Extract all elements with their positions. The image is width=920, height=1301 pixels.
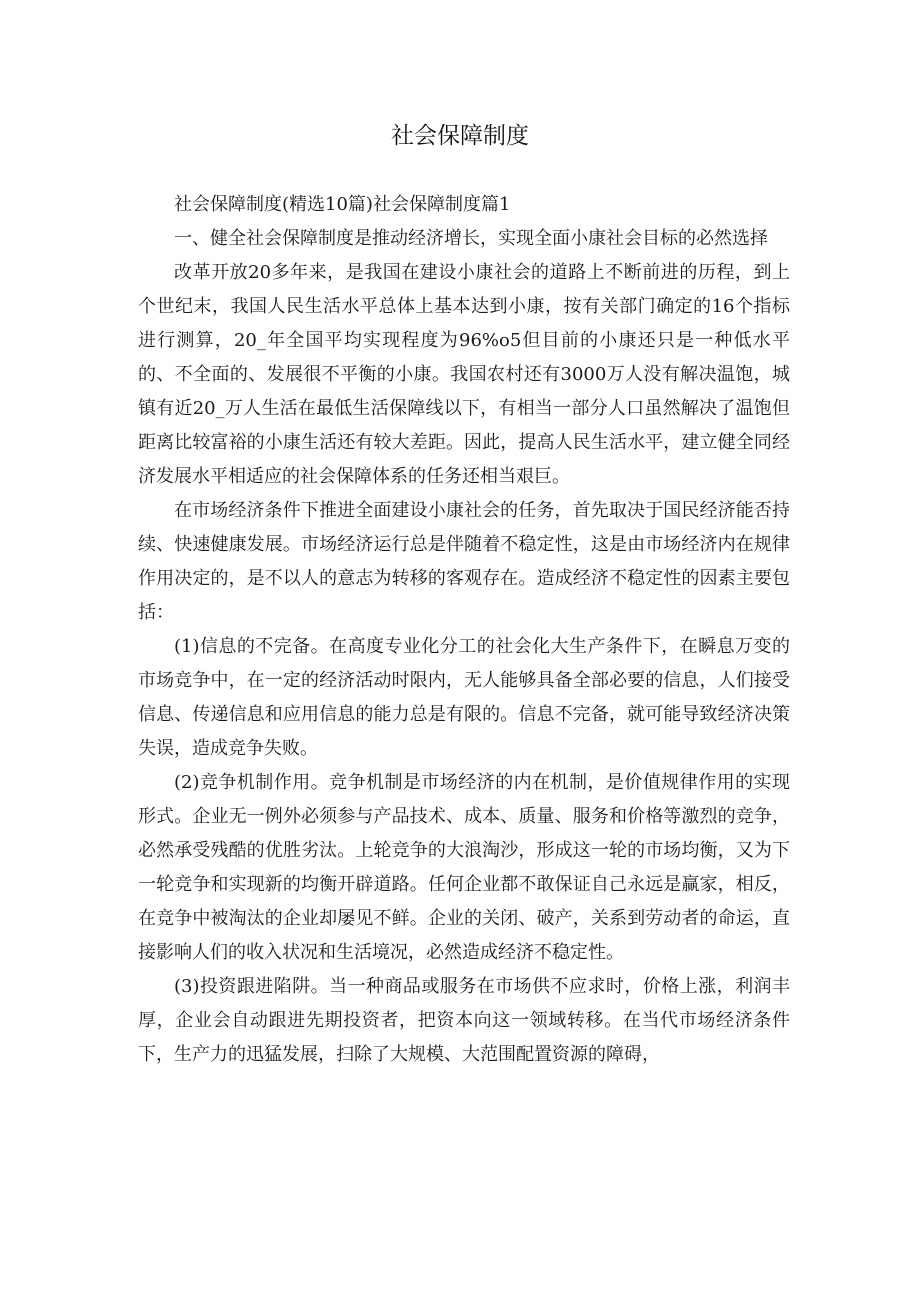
paragraph-information-incomplete: (1)信息的不完备。在高度专业化分工的社会化大生产条件下，在瞬息万变的市场竞争中，在一定的经济活动时限内，无人能够具备全部必要的信息，人们接受信息、传递信息和应用信息的能力总是有限的。信息不完备，就可能导致经济决策失误，造成竞争失败。 bbox=[138, 636, 790, 759]
paragraph-subtitle: 社会保障制度(精选10篇)社会保障制度篇1 bbox=[174, 194, 511, 215]
document-title: 社会保障制度 bbox=[391, 123, 529, 149]
paragraph-market-economy: 在市场经济条件下推进全面建设小康社会的任务，首先取决于国民经济能否持续、快速健康发展。市场经济运行总是伴随着不稳定性，这是由市场经济内在规律作用决定的，是不以人的意志为转移的客观存在。造成经济不稳定性的因素主要包括： bbox=[138, 500, 790, 623]
paragraph-reform-history: 改革开放20多年来，是我国在建设小康社会的道路上不断前进的历程，到上个世纪末，我国人民生活水平总体上基本达到小康，按有关部门确定的16个指标进行测算，20_年全国平均实现程度为96%o5但目前的小康还只是一种低水平的、不全面的、发展很不平衡的小康。我国农村还有3000万人没有解决温饱，城镇有近20_万人生活在最低生活保障线以下，有相当一部分人口虽然解决了温饱但距离比较富裕的小康生活还有较大差距。因此，提高人民生活水平，建立健全同经济发展水平相适应的社会保障体系的任务还相当艰巨。 bbox=[138, 262, 790, 487]
paragraph-investment-trap: (3)投资跟进陷阱。当一种商品或服务在市场供不应求时，价格上涨，利润丰厚，企业会自动跟进先期投资者，把资本向这一领域转移。在当代市场经济条件下，生产力的迅猛发展，扫除了大规模、大范围配置资源的障碍， bbox=[138, 976, 790, 1065]
paragraph-competition-mechanism: (2)竞争机制作用。竞争机制是市场经济的内在机制，是价值规律作用的实现形式。企业无一例外必须参与产品技术、成本、质量、服务和价格等激烈的竞争，必然承受残酷的优胜劣汰。上轮竞争的大浪淘沙，形成这一轮的市场均衡，又为下一轮竞争和实现新的均衡开辟道路。任何企业都不敢保证自己永远是赢家，相反，在竞争中被淘汰的企业却屡见不鲜。企业的关闭、破产，关系到劳动者的命运，直接影响人们的收入状况和生活境况，必然造成经济不稳定性。 bbox=[138, 772, 790, 963]
paragraph-section-heading: 一、健全社会保障制度是推动经济增长，实现全面小康社会目标的必然选择 bbox=[174, 228, 768, 249]
document-body bbox=[138, 188, 790, 1072]
